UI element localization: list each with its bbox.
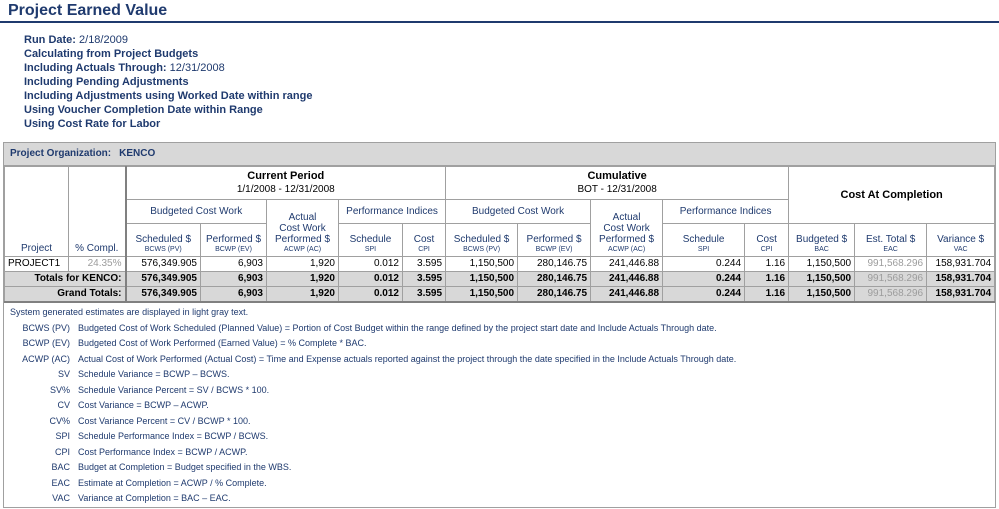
legend-item: BCWP (EV) Budgeted Cost of Work Performed (Earned Value) = % Complete * BAC. <box>22 338 367 348</box>
subgroup-performance-indices: Performance Indices <box>339 200 446 224</box>
cell-cu-acwp: 241,446.88 <box>591 272 663 287</box>
cell-cp-bcws: 576,349.905 <box>126 287 201 303</box>
cell-cp-bcwp: 6,903 <box>201 287 267 303</box>
param-budget-source <box>24 47 312 61</box>
param-run-date <box>24 33 312 47</box>
cell-cu-bcwp: 280,146.75 <box>518 287 591 303</box>
col-cu-bcws: Scheduled $ BCWS (PV) <box>446 224 518 257</box>
col-cu-cpi: Cost CPI <box>745 224 789 257</box>
grand-totals-row <box>5 287 995 303</box>
cell-cp-cpi: 3.595 <box>403 287 446 303</box>
earned-value-table <box>4 166 995 303</box>
cell-cp-spi: 0.012 <box>339 287 403 303</box>
org-value: KENCO <box>119 148 156 159</box>
cell-cu-acwp: 241,446.88 <box>591 287 663 303</box>
cell-cu-bcws: 1,150,500 <box>446 257 518 272</box>
legend-item: EAC Estimate at Completion = ACWP / % Complete. <box>51 477 267 488</box>
cell-cp-bcws: 576,349.905 <box>126 272 201 287</box>
report-parameters <box>24 33 312 131</box>
param-voucher-date <box>24 103 312 117</box>
cell-project-name: PROJECT1 <box>5 257 69 272</box>
estimate-note: System generated estimates are displayed in light gray text. <box>10 307 249 317</box>
cell-cu-spi: 0.244 <box>663 272 745 287</box>
col-cu-spi: Schedule SPI <box>663 224 745 257</box>
param-label: Including Adjustments using Worked Date within range <box>24 90 313 102</box>
totals-row <box>5 272 995 287</box>
cell-cp-bcwp: 6,903 <box>201 272 267 287</box>
cell-cu-bcwp: 280,146.75 <box>518 272 591 287</box>
cell-cu-cpi: 1.16 <box>745 287 789 303</box>
legend-item: BCWS (PV) Budgeted Cost of Work Scheduled (Planned Value) = Portion of Cost Budget within the range defined by the project start date and Include Actuals Through date. <box>22 322 717 333</box>
cell-eac: 991,568.296 <box>855 272 927 287</box>
col-cu-acwp: Actual Cost Work Performed $ ACWP (AC) <box>591 200 663 257</box>
legend-item: VAC Variance at Completion = BAC – EAC. <box>52 493 231 503</box>
report-legend <box>4 303 995 507</box>
page-title: Project Earned Value <box>8 2 168 19</box>
col-pct-compl: % Compl. <box>69 167 126 257</box>
totals-label: Totals for KENCO: <box>5 272 126 287</box>
legend-item: SPI Schedule Performance Index = BCWP / BCWS. <box>55 431 269 441</box>
cell-cu-cpi: 1.16 <box>745 257 789 272</box>
cell-bac: 1,150,500 <box>789 272 855 287</box>
cell-cp-spi: 0.012 <box>339 272 403 287</box>
col-cp-bcwp: Performed $ BCWP (EV) <box>201 224 267 257</box>
cell-cu-acwp: 241,446.88 <box>591 257 663 272</box>
param-worked-date <box>24 89 312 103</box>
subgroup-cu-performance-indices: Performance Indices <box>663 200 789 224</box>
cell-vac: 158,931.704 <box>927 257 995 272</box>
cell-pct-compl: 24.35% <box>69 257 126 272</box>
legend-item: SV% Schedule Variance Percent = SV / BCWS * 100. <box>49 384 270 395</box>
group-cost-at-completion: Cost At Completion <box>789 167 995 224</box>
cell-cp-acwp: 1,920 <box>267 257 339 272</box>
cell-cp-spi: 0.012 <box>339 257 403 272</box>
legend-item: CV% Cost Variance Percent = CV / BCWP * 100. <box>49 415 251 426</box>
param-label: Using Cost Rate for Labor <box>24 118 161 130</box>
legend-item: ACWP (AC) Actual Cost of Work Performed (Actual Cost) = Time and Expense actuals reported against the project through the date specified in the Include Actuals Through date. <box>22 353 737 364</box>
cell-bac: 1,150,500 <box>789 287 855 303</box>
cell-cu-bcws: 1,150,500 <box>446 287 518 303</box>
legend-item: CPI Cost Performance Index = BCWP / ACWP. <box>54 446 248 457</box>
param-pending-adjustments <box>24 75 312 89</box>
cell-cp-bcwp: 6,903 <box>201 257 267 272</box>
grand-totals-label: Grand Totals: <box>5 287 126 303</box>
param-cost-rate <box>24 117 312 131</box>
col-bac: Budgeted $ BAC <box>789 224 855 257</box>
param-value: 12/31/2008 <box>169 62 225 74</box>
cell-cp-acwp: 1,920 <box>267 272 339 287</box>
col-cp-acwp: Actual Cost Work Performed $ ACWP (AC) <box>267 200 339 257</box>
earned-value-report <box>3 142 996 508</box>
col-project: Project <box>5 167 69 257</box>
param-label: Using Voucher Completion Date within Range <box>24 104 263 116</box>
param-value: 2/18/2009 <box>79 34 128 46</box>
param-label: Including Pending Adjustments <box>24 76 189 88</box>
cell-cu-spi: 0.244 <box>663 257 745 272</box>
group-cumulative: Cumulative BOT - 12/31/2008 <box>446 167 789 200</box>
cell-cu-bcws: 1,150,500 <box>446 272 518 287</box>
cell-cu-cpi: 1.16 <box>745 272 789 287</box>
cell-cp-cpi: 3.595 <box>403 272 446 287</box>
cell-cu-spi: 0.244 <box>663 287 745 303</box>
group-current-period: Current Period 1/1/2008 - 12/31/2008 <box>126 167 446 200</box>
cell-cp-cpi: 3.595 <box>403 257 446 272</box>
col-cp-spi: Schedule SPI <box>339 224 403 257</box>
param-label: Run Date: <box>24 34 76 46</box>
col-eac: Est. Total $ EAC <box>855 224 927 257</box>
cell-vac: 158,931.704 <box>927 272 995 287</box>
org-label: Project Organization: <box>10 148 112 159</box>
col-vac: Variance $ VAC <box>927 224 995 257</box>
subgroup-budgeted-cost-work: Budgeted Cost Work <box>126 200 267 224</box>
col-cp-bcws: Scheduled $ BCWS (PV) <box>126 224 201 257</box>
table-row <box>5 257 995 272</box>
legend-item: CV Cost Variance = BCWP – ACWP. <box>57 400 209 410</box>
param-label: Calculating from Project Budgets <box>24 48 199 60</box>
cell-cp-bcws: 576,349.905 <box>126 257 201 272</box>
cell-cp-acwp: 1,920 <box>267 287 339 303</box>
col-cp-cpi: Cost CPI <box>403 224 446 257</box>
cell-vac: 158,931.704 <box>927 287 995 303</box>
subgroup-cu-budgeted-cost-work: Budgeted Cost Work <box>446 200 591 224</box>
cell-eac: 991,568.296 <box>855 287 927 303</box>
param-label: Including Actuals Through: <box>24 62 167 74</box>
title-divider <box>0 21 999 23</box>
cell-bac: 1,150,500 <box>789 257 855 272</box>
col-cu-bcwp: Performed $ BCWP (EV) <box>518 224 591 257</box>
param-actuals-through <box>24 61 312 75</box>
legend-item: BAC Budget at Completion = Budget specified in the WBS. <box>51 462 292 472</box>
project-organization-bar <box>4 143 995 166</box>
legend-item: SV Schedule Variance = BCWP – BCWS. <box>57 369 230 379</box>
cell-cu-bcwp: 280,146.75 <box>518 257 591 272</box>
cell-eac: 991,568.296 <box>855 257 927 272</box>
